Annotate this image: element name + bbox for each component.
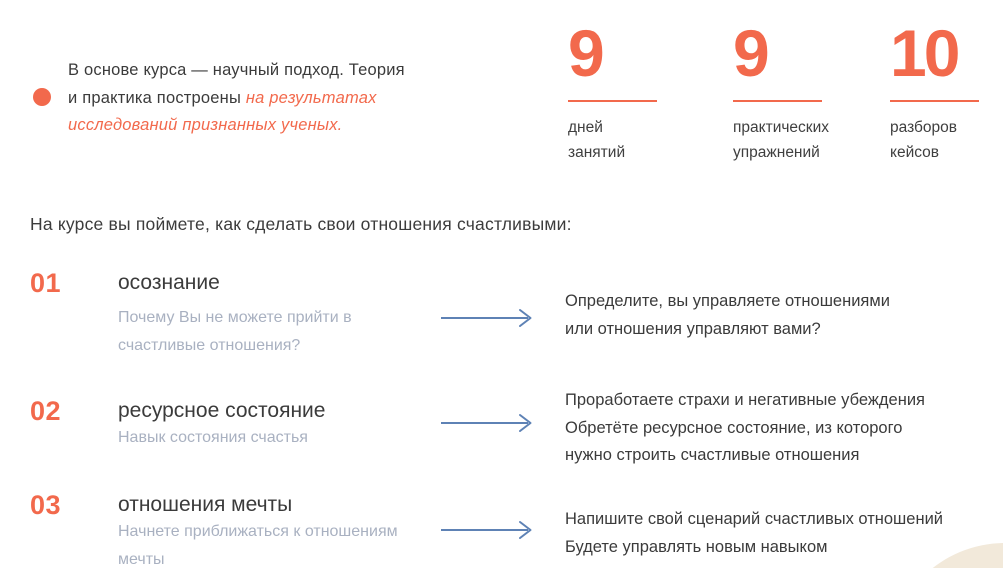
step-subtitle — [118, 518, 398, 568]
intro-line-2-plain: и практика построены — [68, 88, 242, 107]
section-heading: На курсе вы поймете, как сделать свои отношения счастливыми: — [30, 214, 572, 234]
stat-label-line: практических — [733, 119, 829, 136]
arrow-right-icon — [441, 411, 533, 435]
step-result — [565, 387, 925, 470]
step-row-3 — [0, 490, 1003, 568]
stat-label — [568, 115, 657, 165]
stat-value: 9 — [568, 16, 602, 90]
step-title: ресурсное состояние — [118, 399, 326, 422]
step-row-1 — [0, 268, 1003, 378]
step-result-line: Будете управлять новым навыком — [565, 537, 828, 556]
step-number: 03 — [30, 490, 62, 520]
intro-text — [68, 57, 478, 140]
stat-label-line: разборов — [890, 119, 957, 136]
stat-underline — [568, 100, 657, 102]
stat-underline — [890, 100, 979, 102]
step-subtitle — [118, 424, 308, 452]
stat-value: 9 — [733, 16, 767, 90]
stat-label-line: кейсов — [890, 144, 940, 161]
bullet-icon — [33, 88, 51, 106]
stat-cases — [890, 16, 979, 165]
step-result — [565, 506, 943, 561]
intro-line-3-em: исследований признанных ученых. — [68, 116, 343, 134]
stat-days — [568, 16, 657, 165]
intro-line-1: В основе курса — научный подход. Теория — [68, 61, 405, 79]
stat-label — [890, 115, 979, 165]
step-title: осознание — [118, 271, 220, 294]
stat-label-line: дней — [568, 119, 603, 136]
arrow-right-icon — [441, 306, 533, 330]
step-subtitle — [118, 304, 352, 360]
arrow-right-icon — [441, 518, 533, 542]
step-subtitle-line: счастливые отношения? — [118, 337, 301, 354]
intro-line-2-em: на результатах — [245, 88, 377, 107]
step-result-line: Определите, вы управляете отношениями — [565, 292, 890, 310]
stat-label — [733, 115, 829, 165]
step-subtitle-line: Начнете приближаться к отношениям — [118, 523, 398, 540]
stat-underline — [733, 100, 822, 102]
step-result-line: Напишите свой сценарий счастливых отношений — [565, 510, 944, 528]
step-result-line: Обретёте ресурсное состояние, из которого — [565, 418, 903, 437]
stat-value: 10 — [890, 16, 958, 90]
step-subtitle-line: Почему Вы не можете прийти в — [118, 309, 352, 326]
step-title: отношения мечты — [118, 493, 293, 516]
stat-label-line: занятий — [568, 144, 626, 161]
step-number: 02 — [30, 396, 62, 426]
step-result-line: или отношения управляют вами? — [565, 319, 821, 338]
step-subtitle-line: Навык состояния счастья — [118, 429, 308, 446]
step-result-line: Проработаете страхи и негативные убеждения — [565, 391, 925, 409]
step-number: 01 — [30, 268, 62, 298]
step-result-line: нужно строить счастливые отношения — [565, 446, 860, 464]
stat-label-line: упражнений — [733, 144, 820, 161]
step-subtitle-line: мечты — [118, 551, 165, 568]
stat-exercises — [733, 16, 829, 165]
step-result — [565, 288, 890, 343]
